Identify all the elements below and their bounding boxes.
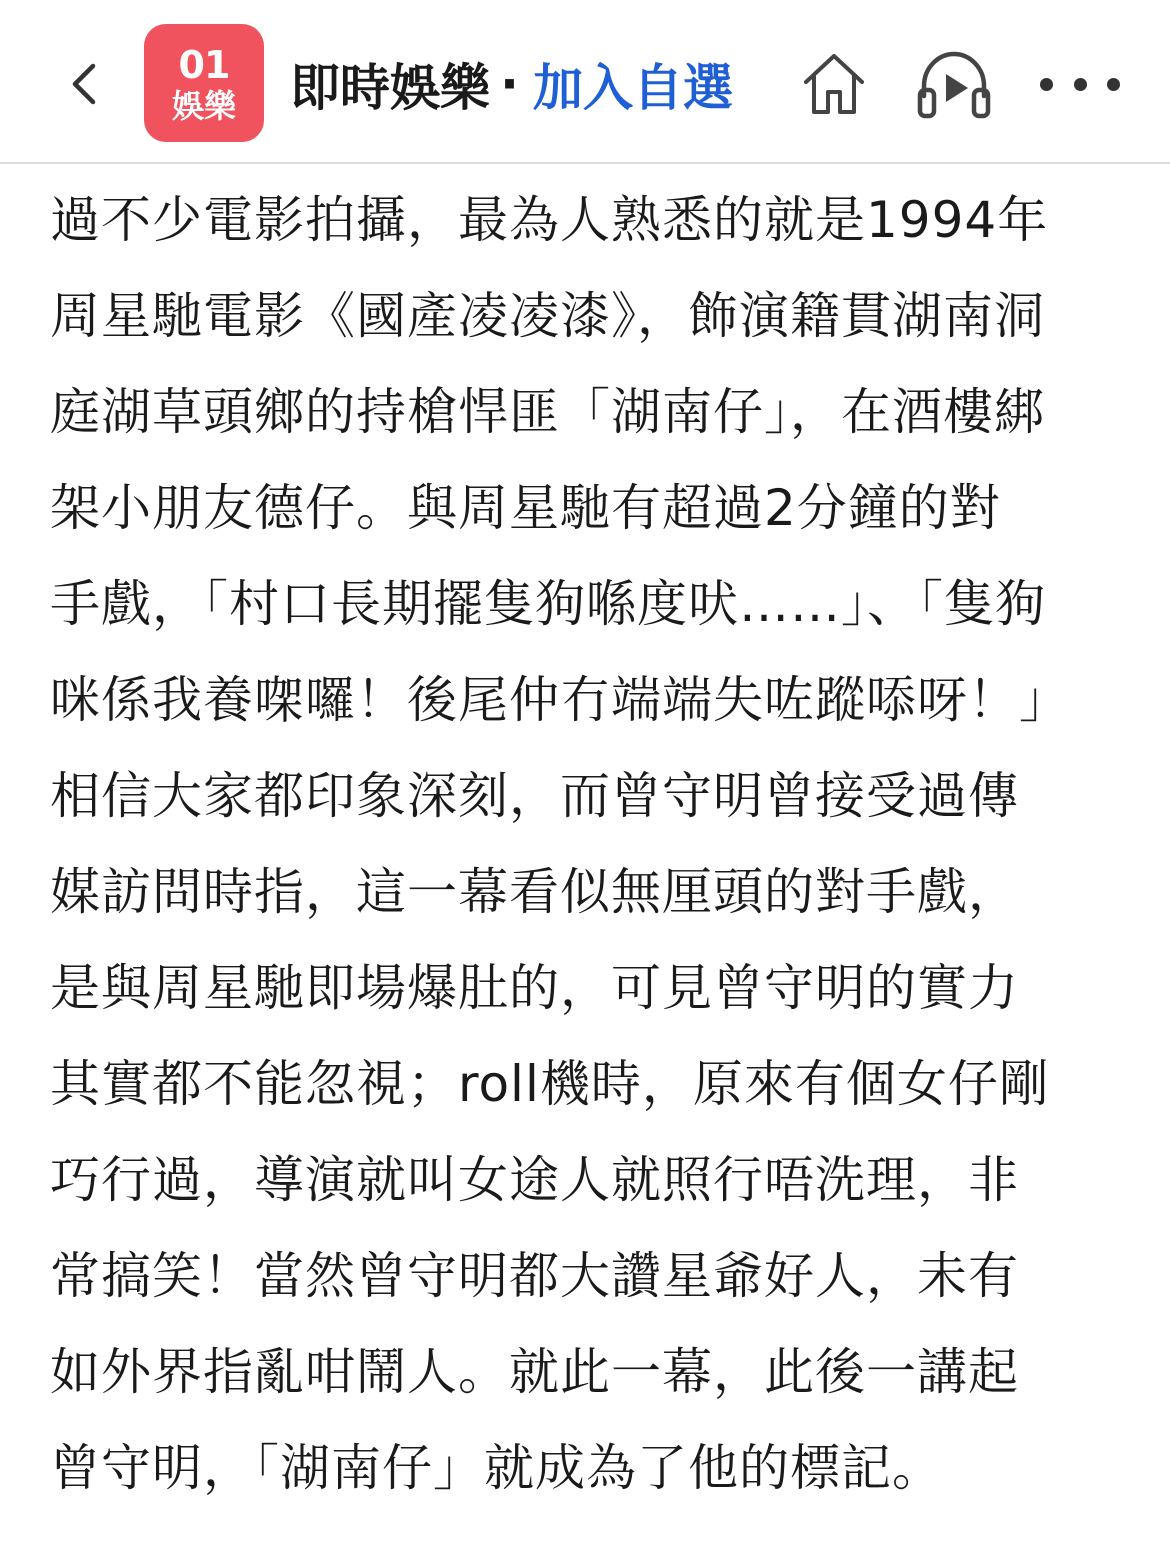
more-dot — [1107, 78, 1120, 91]
audio-play-button[interactable] — [914, 46, 994, 122]
article-line: 巧行過，導演就叫女途人就照行唔洗理，非 — [50, 1151, 1019, 1209]
logo-top-text: 01 — [178, 43, 230, 87]
channel-logo[interactable] — [144, 24, 264, 142]
article-line: 相信大家都印象深刻，而曾守明曾接受過傳 — [50, 767, 1019, 825]
logo-bottom-text: 娛樂 — [171, 87, 236, 125]
follow-channel-link[interactable]: 加入自選 — [533, 59, 733, 117]
channel-name: 即時娛樂 — [290, 59, 490, 117]
article-line: 如外界指亂咁鬧人。就此一幕，此後一講起 — [50, 1343, 1019, 1401]
channel-header — [290, 48, 733, 120]
home-icon — [800, 48, 868, 118]
article-line: 其實都不能忽視；roll機時，原來有個女仔剛 — [50, 1055, 1050, 1113]
more-options-button[interactable] — [1040, 66, 1120, 102]
article-line: 過不少電影拍攝，最為人熟悉的就是1994年 — [50, 191, 1049, 249]
article-line: 架小朋友德仔。與周星馳有超過2分鐘的對 — [50, 479, 1001, 537]
article-line: 咪係我養㗎囉！後尾仲冇端端失咗蹤㖭呀！」 — [50, 671, 1070, 729]
home-button[interactable] — [800, 48, 868, 118]
article-line: 曾守明，「湖南仔」就成為了他的標記。 — [50, 1439, 943, 1497]
article-line: 周星馳電影《國產凌凌漆》，飾演籍貫湖南洞 — [50, 287, 1045, 345]
article-line: 庭湖草頭鄉的持槍悍匪「湖南仔」，在酒樓綁 — [50, 383, 1045, 441]
article-line: 是與周星馳即場爆肚的，可見曾守明的實力 — [50, 959, 1019, 1017]
article-body — [50, 172, 1130, 1516]
chevron-left-icon — [69, 62, 99, 106]
more-dot — [1074, 78, 1087, 91]
title-separator: · — [500, 55, 519, 113]
headphones-play-icon — [914, 46, 994, 122]
back-button[interactable] — [56, 52, 112, 116]
article-line: 常搞笑！當然曾守明都大讚星爺好人，未有 — [50, 1247, 1019, 1305]
article-line: 媒訪問時指，這一幕看似無厘頭的對手戲， — [50, 863, 1019, 921]
article-line: 手戲，「村口長期擺隻狗喺度吠……」、「隻狗 — [50, 575, 1046, 633]
more-dot — [1040, 78, 1053, 91]
top-navigation-bar — [0, 0, 1170, 164]
